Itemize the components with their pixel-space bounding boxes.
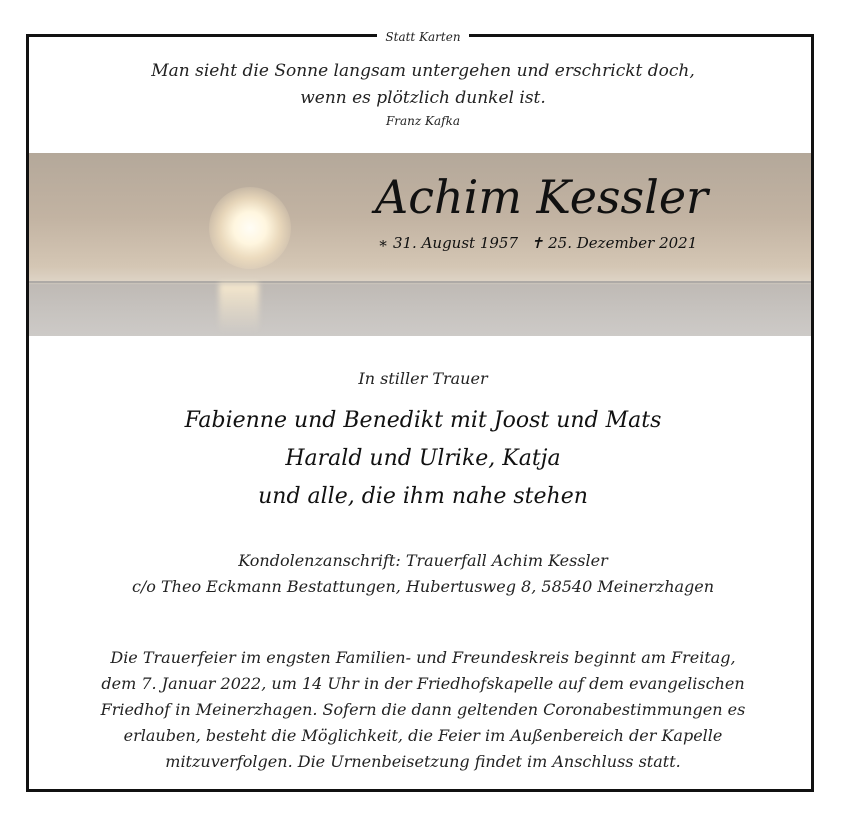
family-line: Fabienne und Benedikt mit Joost und Mats [184, 408, 662, 433]
funeral-info [0, 645, 846, 775]
funeral-line: Die Trauerfeier im engsten Familien- und Freundeskreis beginnt am Freitag, [110, 648, 736, 667]
condolence-address [0, 548, 846, 600]
quote-author: Franz Kafka [385, 114, 461, 128]
death-date: ✝ 25. Dezember 2021 [530, 234, 698, 252]
horizon-line [29, 281, 811, 283]
address-line-2: c/o Theo Eckmann Bestattungen, Hubertusweg 8, 58540 Meinerzhagen [131, 577, 715, 596]
quote [0, 58, 846, 112]
sun-graphic [209, 187, 291, 269]
header-label-text: Statt Karten [377, 30, 468, 44]
quote-line-1: Man sieht die Sonne langsam untergehen und erschrickt doch, [151, 61, 695, 81]
quote-line-2: wenn es plötzlich dunkel ist. [300, 88, 546, 108]
funeral-line: mitzuverfolgen. Die Urnenbeisetzung findet im Anschluss statt. [165, 752, 681, 771]
funeral-line: erlauben, besteht die Möglichkeit, die Feier im Außenbereich der Kapelle [123, 726, 723, 745]
deceased-name: Achim Kessler [375, 170, 709, 224]
family-line: Harald und Ulrike, Katja [285, 446, 561, 471]
family-line: und alle, die ihm nahe stehen [258, 484, 588, 509]
mourning-intro: In stiller Trauer [358, 369, 488, 388]
birth-date: ∗ 31. August 1957 [378, 234, 519, 252]
address-line-1: Kondolenzanschrift: Trauerfall Achim Kessler [238, 551, 608, 570]
family-list [0, 402, 846, 516]
funeral-line: Friedhof in Meinerzhagen. Sofern die dann geltenden Coronabestimmungen es [100, 700, 746, 719]
header-label [0, 26, 846, 45]
sun-reflection [219, 283, 259, 333]
life-dates [378, 234, 705, 252]
funeral-line: dem 7. Januar 2022, um 14 Uhr in der Friedhofskapelle auf dem evangelischen [101, 674, 745, 693]
